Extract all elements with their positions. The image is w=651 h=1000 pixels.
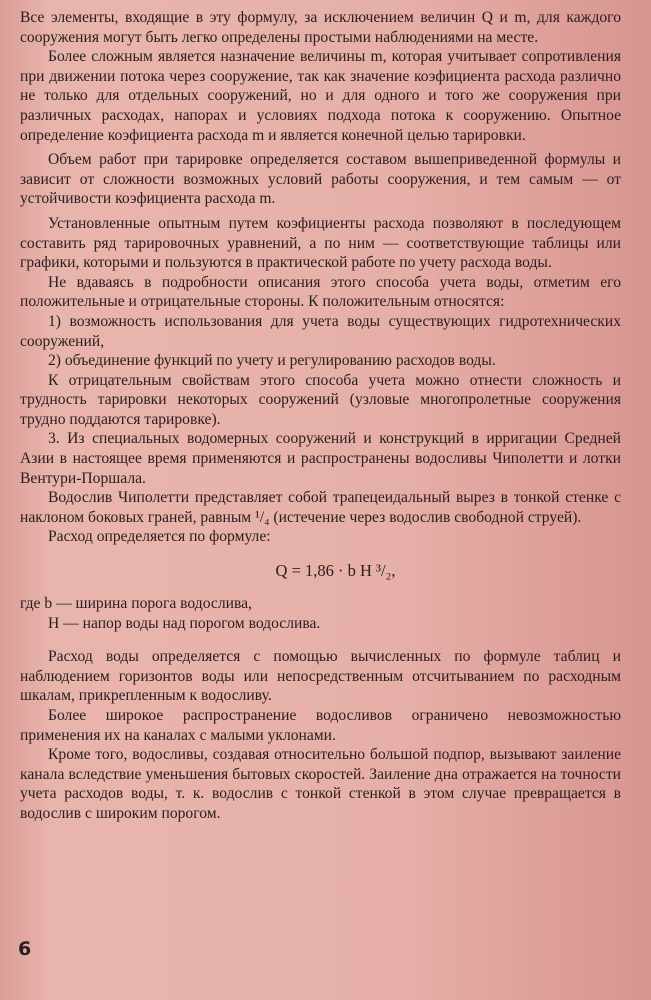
paragraph-7: 3. Из специальных водомерных сооружений и конструкций в ирригации Средней Азии в настоящее время применяются и распространены водосливы Чиполетти и лотки Вентури-Поршала. xyxy=(20,430,621,487)
paragraph-1: Все элементы, входящие в эту формулу, за исключением величин Q и m, для каждого сооружения могут быть легко определены простыми наблюдениями на месте. xyxy=(20,9,621,46)
paragraph-4: Установленные опытным путем коэфициенты расхода позволяют в последующем составить ряд тарировочных уравнений, а по ним — соответствующие таблицы или графики, которыми и пользуются в практической работе по учету расхода воды. xyxy=(20,214,621,272)
legend-line-h: H — напор воды над порогом водослива. xyxy=(48,614,321,632)
page-number: 6 xyxy=(18,938,32,960)
list-item-2: 2) объединение функций по учету и регулированию расходов воды. xyxy=(48,352,496,370)
discharge-formula: Q = 1,86 · b H ³/₂, xyxy=(275,561,396,581)
paragraph-11: Более широкое распространение водосливов ограничено невозможностью применения их на каналах с малыми уклонами. xyxy=(20,707,621,744)
paragraph-3: Объем работ при тарировке определяется составом вышеприведенной формулы и зависит от сложности возможных условий работы сооружения, и тем самым — от устойчивости коэфициента расхода m. xyxy=(20,151,621,208)
paragraph-8: Водослив Чиполетти представляет собой трапецеидальный вырез в тонкой стенке с наклоном боковых граней, равным ¹/₄ (истечение через водослив свободной струей). xyxy=(20,489,621,526)
paragraph-9: Расход определяется по формуле: xyxy=(48,528,271,546)
paragraph-5: Не вдаваясь в подробности описания этого способа учета воды, отметим его положительные и отрицательные стороны. К положительным относятся: xyxy=(20,273,621,311)
paragraph-2: Более сложным является назначение величины m, которая учитывает сопротивления при движении потока через сооружение, так как значение коэфициента расхода различно не только для отдельных сооружений, но и для одного и того же сооружения при различных расходах, напорах и условиях подхода потока к сооружению. Опытное определение коэфициента расхода m и является конечной целью тарировки. xyxy=(20,48,621,144)
paragraph-12: Кроме того, водосливы, создавая относительно большой подпор, вызывают заиление канала вследствие уменьшения бытовых скоростей. Заиление дна отражается на точности учета расходов воды, т. к. водослив с тонкой стенкой в этом случае превращается в водослив с широким порогом. xyxy=(20,746,621,822)
list-item-1: 1) возможность использования для учета воды существующих гидротехнических сооружений, xyxy=(20,312,621,350)
formula-legend xyxy=(20,594,621,633)
legend-line-b: где b — ширина порога водослива, xyxy=(20,595,252,613)
paragraph-10: Расход воды определяется с помощью вычисленных по формуле таблиц и наблюдением горизонтов воды или непосредственным отсчитыванием по расходным шкалам, прикрепленным к водосливу. xyxy=(20,648,621,705)
paragraph-6: К отрицательным свойствам этого способа учета можно отнести сложность и трудность тарировки некоторых сооружений (узловые многопролетные сооружения трудно поддаются тарировке). xyxy=(20,371,621,428)
